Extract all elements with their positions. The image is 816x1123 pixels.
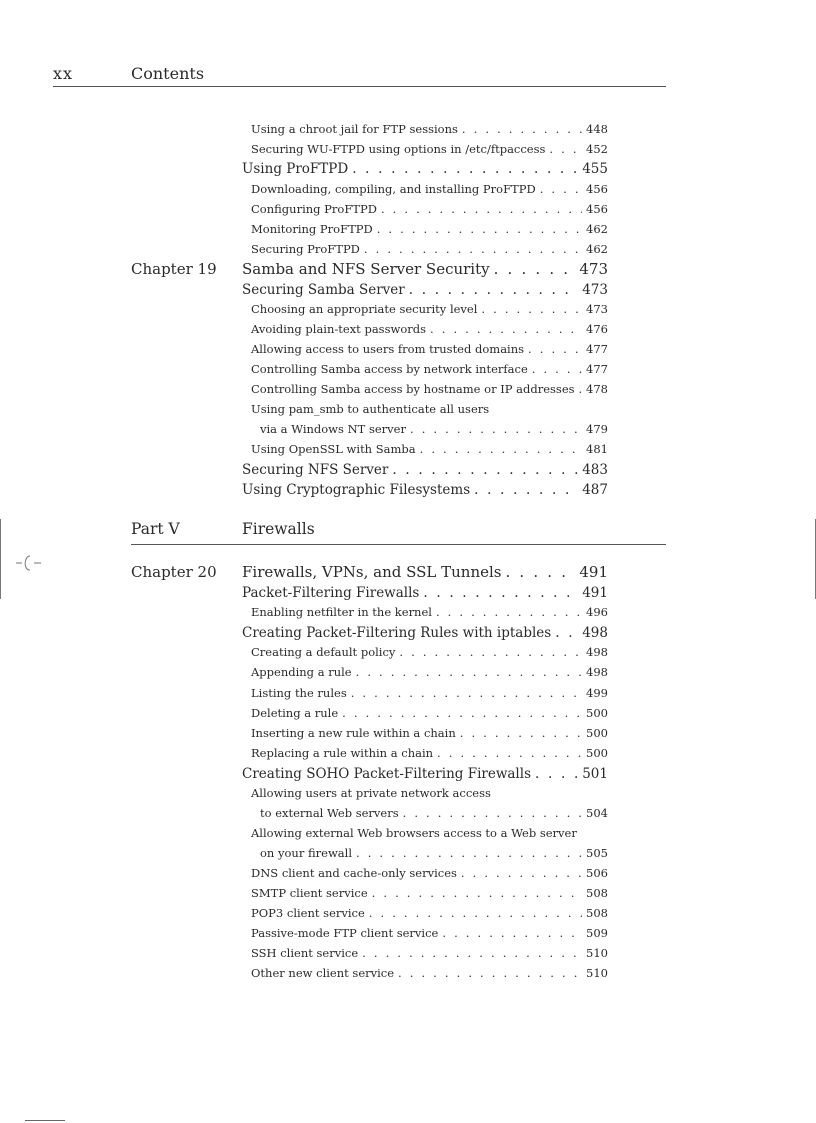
entry-page-number: 455 (582, 161, 608, 177)
section-entry (242, 161, 608, 177)
dot-leader (351, 686, 582, 700)
dot-leader (535, 766, 578, 782)
dot-leader (362, 946, 582, 960)
entry-title: Replacing a rule within a chain (251, 746, 434, 760)
entry-title: Downloading, compiling, and installing ProFTPD (251, 182, 536, 196)
entry-title: Allowing users at private network access (251, 786, 491, 800)
subsection-entry (251, 826, 577, 840)
entry-page-number: 487 (582, 482, 608, 498)
subsection-entry (251, 122, 608, 136)
entry-title: Securing Samba Server (242, 282, 405, 298)
dot-leader (532, 362, 582, 376)
entry-page-number: 506 (586, 866, 608, 880)
subsection-entry (251, 302, 608, 316)
entry-title: Controlling Samba access by network interface (251, 362, 528, 376)
dot-leader (356, 665, 582, 679)
page-number: xx (53, 64, 74, 83)
subsection-entry (251, 362, 608, 376)
entry-title: DNS client and cache-only services (251, 866, 457, 880)
entry-page-number: 501 (582, 766, 608, 782)
entry-title: Other new client service (251, 966, 395, 980)
subsection-entry (251, 645, 608, 659)
part-title: Firewalls (242, 520, 315, 538)
subsection-entry (251, 966, 608, 980)
entry-page-number: 477 (586, 342, 608, 356)
subsection-entry (251, 382, 608, 396)
subsection-entry (251, 442, 608, 456)
subsection-entry (251, 706, 608, 720)
dot-leader (364, 242, 582, 256)
entry-page-number: 510 (586, 946, 608, 960)
chapter-title-entry (242, 260, 608, 278)
entry-page-number: 473 (582, 282, 608, 298)
entry-title: Packet-Filtering Firewalls (242, 585, 420, 601)
entry-title: Appending a rule (251, 665, 352, 679)
subsection-entry (251, 906, 608, 920)
subsection-entry (251, 322, 608, 336)
entry-page-number: 491 (582, 585, 608, 601)
entry-title: POP3 client service (251, 906, 365, 920)
entry-title: Securing ProFTPD (251, 242, 360, 256)
dot-leader (437, 746, 582, 760)
entry-title: Monitoring ProFTPD (251, 222, 373, 236)
entry-page-number: 500 (586, 746, 608, 760)
dot-leader (352, 161, 578, 177)
dot-leader (540, 182, 582, 196)
subsection-entry (251, 222, 608, 236)
entry-title: Creating SOHO Packet-Filtering Firewalls (242, 766, 531, 782)
subsection-entry (251, 605, 608, 619)
part-rule (131, 544, 666, 545)
entry-title: to external Web servers (260, 806, 399, 820)
entry-page-number: 448 (586, 122, 608, 136)
entry-page-number: 462 (586, 222, 608, 236)
dot-leader (579, 382, 583, 396)
entry-title: Avoiding plain-text passwords (251, 322, 427, 336)
dot-leader (342, 706, 582, 720)
entry-page-number: 491 (579, 563, 608, 581)
subsection-entry (251, 182, 608, 196)
entry-page-number: 496 (586, 605, 608, 619)
entry-title: Using ProFTPD (242, 161, 349, 177)
section-entry (242, 625, 608, 641)
entry-page-number: 456 (586, 182, 608, 196)
subsection-entry (251, 402, 489, 416)
subsection-entry (251, 665, 608, 679)
dot-leader (377, 222, 582, 236)
dot-leader (403, 806, 582, 820)
entry-page-number: 456 (586, 202, 608, 216)
dot-leader (399, 645, 582, 659)
entry-title: Using Cryptographic Filesystems (242, 482, 471, 498)
subsection-entry (251, 786, 491, 800)
dot-leader (555, 625, 578, 641)
entry-page-number: 499 (586, 686, 608, 700)
entry-page-number: 477 (586, 362, 608, 376)
dot-leader (372, 886, 582, 900)
dot-leader (410, 422, 582, 436)
entry-page-number: 509 (586, 926, 608, 940)
entry-page-number: 479 (586, 422, 608, 436)
entry-title: Controlling Samba access by hostname or IP addresses (251, 382, 575, 396)
entry-title: Securing WU-FTPD using options in /etc/ftpaccess (251, 142, 546, 156)
entry-page-number: 473 (579, 260, 608, 278)
subsection-entry (251, 866, 608, 880)
registration-mark (14, 553, 42, 573)
entry-title: Inserting a new rule within a chain (251, 726, 456, 740)
dot-leader (398, 966, 582, 980)
entry-page-number: 481 (586, 442, 608, 456)
entry-page-number: 500 (586, 726, 608, 740)
dot-leader (549, 142, 582, 156)
entry-title: Allowing access to users from trusted domains (251, 342, 525, 356)
section-entry (242, 585, 608, 601)
subsection-entry (251, 746, 608, 760)
entry-title: SMTP client service (251, 886, 368, 900)
entry-title: via a Windows NT server (260, 422, 406, 436)
subsection-entry (251, 142, 608, 156)
dot-leader (481, 302, 582, 316)
entry-title: Creating Packet-Filtering Rules with iptables (242, 625, 552, 641)
entry-page-number: 498 (586, 665, 608, 679)
entry-title: Creating a default policy (251, 645, 396, 659)
entry-title: Using a chroot jail for FTP sessions (251, 122, 458, 136)
dot-leader (420, 442, 582, 456)
running-title: Contents (131, 64, 205, 83)
subsection-entry (251, 342, 608, 356)
entry-page-number: 510 (586, 966, 608, 980)
entry-page-number: 508 (586, 906, 608, 920)
dot-leader (461, 866, 582, 880)
dot-leader (423, 585, 578, 601)
dot-leader (381, 202, 582, 216)
subsection-entry (260, 846, 608, 860)
dot-leader (409, 282, 578, 298)
entry-title: Enabling netfilter in the kernel (251, 605, 432, 619)
chapter-label: Chapter 19 (131, 260, 217, 278)
dot-leader (430, 322, 582, 336)
entry-page-number: 508 (586, 886, 608, 900)
subsection-entry (251, 202, 608, 216)
entry-title: Securing NFS Server (242, 462, 389, 478)
entry-page-number: 498 (582, 625, 608, 641)
section-entry (242, 462, 608, 478)
entry-page-number: 478 (586, 382, 608, 396)
entry-page-number: 505 (586, 846, 608, 860)
chapter-title-entry (242, 563, 608, 581)
entry-title: Choosing an appropriate security level (251, 302, 478, 316)
subsection-entry (251, 686, 608, 700)
chapter-label: Chapter 20 (131, 563, 217, 581)
dot-leader (460, 726, 582, 740)
entry-title: Samba and NFS Server Security (242, 260, 490, 278)
section-entry (242, 482, 608, 498)
entry-title: Firewalls, VPNs, and SSL Tunnels (242, 563, 502, 581)
entry-title: Deleting a rule (251, 706, 339, 720)
subsection-entry (251, 242, 608, 256)
entry-title: Using pam_smb to authenticate all users (251, 402, 490, 416)
entry-title: SSH client service (251, 946, 359, 960)
dot-leader (436, 605, 582, 619)
subsection-entry (251, 886, 608, 900)
subsection-entry (260, 806, 608, 820)
entry-title: Listing the rules (251, 686, 347, 700)
entry-title: Passive-mode FTP client service (251, 926, 439, 940)
dot-leader (494, 260, 576, 278)
dot-leader (392, 462, 578, 478)
subsection-entry (260, 422, 608, 436)
crop-mark-bottom (25, 1120, 65, 1121)
dot-leader (506, 563, 576, 581)
dot-leader (474, 482, 578, 498)
entry-page-number: 498 (586, 645, 608, 659)
entry-page-number: 476 (586, 322, 608, 336)
entry-page-number: 452 (586, 142, 608, 156)
crop-mark-left (0, 519, 1, 599)
part-label: Part V (131, 520, 180, 538)
entry-page-number: 500 (586, 706, 608, 720)
entry-page-number: 483 (582, 462, 608, 478)
dot-leader (369, 906, 582, 920)
subsection-entry (251, 946, 608, 960)
entry-page-number: 504 (586, 806, 608, 820)
entry-title: Allowing external Web browsers access to a Web server (251, 826, 577, 840)
entry-title: on your firewall (260, 846, 352, 860)
entry-title: Configuring ProFTPD (251, 202, 377, 216)
dot-leader (462, 122, 582, 136)
entry-page-number: 462 (586, 242, 608, 256)
subsection-entry (251, 726, 608, 740)
dot-leader (528, 342, 582, 356)
entry-page-number: 473 (586, 302, 608, 316)
section-entry (242, 282, 608, 298)
dot-leader (356, 846, 582, 860)
section-entry (242, 766, 608, 782)
dot-leader (442, 926, 582, 940)
subsection-entry (251, 926, 608, 940)
entry-title: Using OpenSSL with Samba (251, 442, 416, 456)
